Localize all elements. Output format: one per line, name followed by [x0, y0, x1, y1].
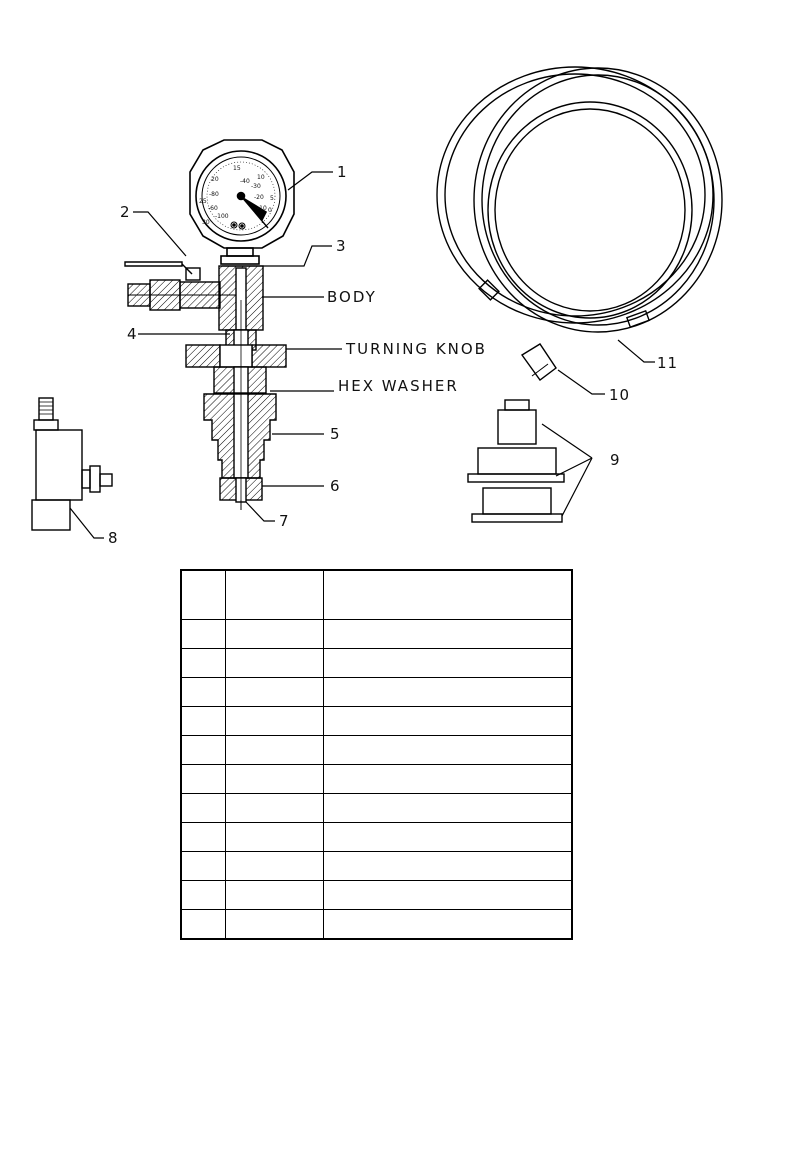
table-cell [181, 620, 226, 649]
table-row [181, 649, 572, 678]
label-hex-washer: HEX WASHER [338, 377, 459, 395]
callout-1: 1 [337, 163, 348, 181]
gauge-scale-text: -10 [257, 205, 267, 212]
table-row [181, 736, 572, 765]
gauge-scale-text: 5 [270, 195, 274, 202]
callout-4: 4 [127, 325, 138, 343]
gauge-scale-text: 25 [199, 198, 207, 205]
gauge-scale-text: -80 [209, 191, 219, 198]
table-cell [181, 736, 226, 765]
table-cell [324, 823, 573, 852]
table-cell [181, 910, 226, 940]
gauge-scale-text: 15 [233, 165, 241, 172]
table-cell [226, 649, 324, 678]
table-cell [324, 881, 573, 910]
table-row [181, 910, 572, 940]
gauge-scale-text: 20 [211, 176, 219, 183]
table-cell [226, 707, 324, 736]
gauge-scale-text: 0 [268, 207, 272, 214]
callout-5: 5 [330, 425, 341, 443]
valve-body-assembly [125, 262, 286, 510]
callout-10: 10 [609, 386, 631, 404]
table-row [181, 707, 572, 736]
table-cell [226, 823, 324, 852]
callout-11: 11 [657, 354, 679, 372]
table-cell [181, 707, 226, 736]
gauge-scale-text: 30 [202, 219, 210, 226]
table-cell [226, 881, 324, 910]
table-row [181, 794, 572, 823]
table-row [181, 678, 572, 707]
table-cell [324, 678, 573, 707]
gauge-scale-text: -60 [208, 205, 218, 212]
gauge-scale-text: -40 [240, 178, 250, 185]
table-cell [324, 852, 573, 881]
table-row [181, 823, 572, 852]
table-cell [324, 736, 573, 765]
table-cell [226, 910, 324, 940]
table-header-cell [181, 570, 226, 620]
table-cell [181, 794, 226, 823]
callout-3: 3 [336, 237, 347, 255]
table-header-cell [226, 570, 324, 620]
table-cell [181, 852, 226, 881]
table-cell [181, 823, 226, 852]
cap [522, 344, 556, 380]
table-cell [324, 620, 573, 649]
table-cell [181, 765, 226, 794]
table-cell [181, 649, 226, 678]
table-header-row [181, 570, 572, 620]
callout-8: 8 [108, 529, 119, 547]
gauge-scale-text: 10 [257, 174, 265, 181]
table-header-cell [324, 570, 573, 620]
label-turning-knob: TURNING KNOB [346, 340, 487, 358]
table-cell [226, 736, 324, 765]
table-cell [324, 794, 573, 823]
callout-9: 9 [610, 451, 621, 469]
hose-coil [437, 67, 722, 332]
table-cell [324, 910, 573, 940]
table-cell [226, 678, 324, 707]
gauge-scale-text: -20 [254, 194, 264, 201]
table-row [181, 852, 572, 881]
callout-2: 2 [120, 203, 131, 221]
label-body: BODY [327, 288, 377, 306]
table-cell [226, 620, 324, 649]
table-row [181, 765, 572, 794]
callout-6: 6 [330, 477, 341, 495]
table-cell [226, 852, 324, 881]
table-row [181, 620, 572, 649]
table-cell [226, 794, 324, 823]
table-cell [226, 765, 324, 794]
gauge-scale-text: -100 [215, 213, 229, 220]
table-cell [324, 707, 573, 736]
parts-list-table [180, 569, 573, 940]
table-cell [324, 765, 573, 794]
table-cell [324, 649, 573, 678]
table-cell [181, 678, 226, 707]
table-row [181, 881, 572, 910]
table-cell [181, 881, 226, 910]
callout-7: 7 [279, 512, 290, 530]
gauge-scale-text: -30 [251, 183, 261, 190]
adapter-set [468, 400, 564, 522]
